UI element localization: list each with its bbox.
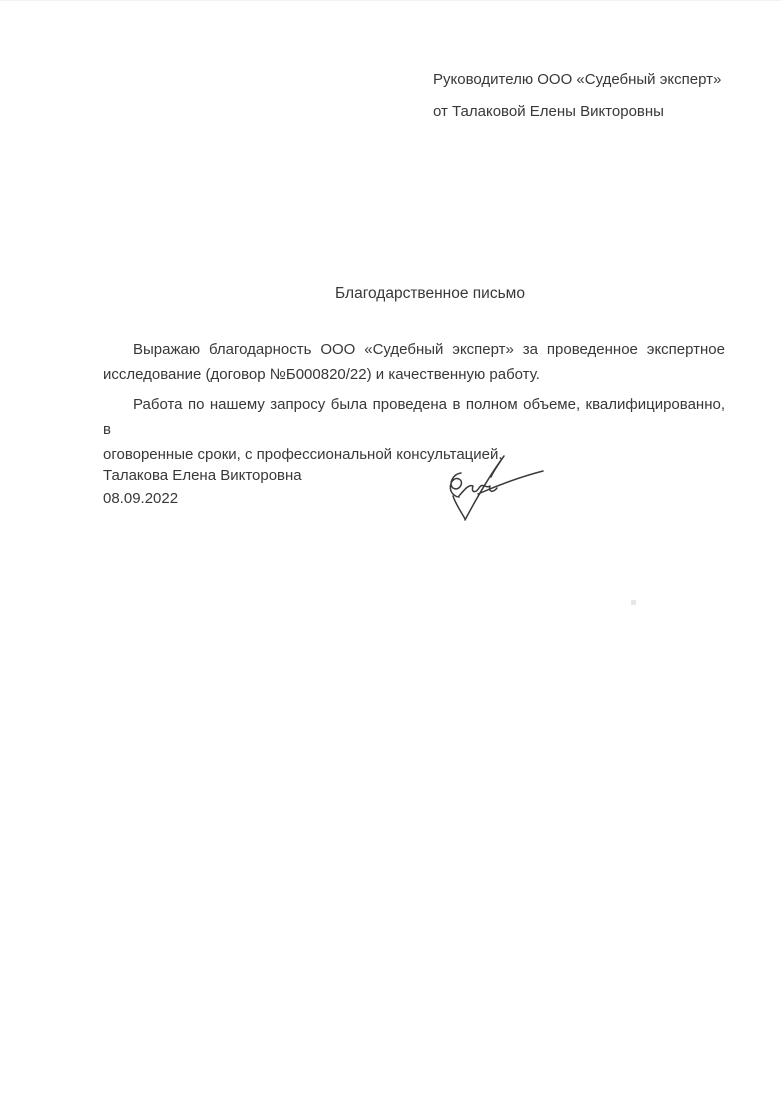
body-paragraph-1 — [103, 337, 725, 387]
scan-speck — [631, 600, 636, 605]
signature-date: 08.09.2022 — [103, 490, 179, 507]
recipient-line-1: Руководителю ООО «Судебный эксперт» — [433, 71, 722, 88]
paragraph-line: Выражаю благодарность ООО «Судебный эксперт» за проведенное экспертное — [133, 341, 725, 358]
signer-name: Талакова Елена Викторовна — [103, 467, 302, 484]
handwritten-signature-icon — [438, 446, 568, 536]
letter-title: Благодарственное письмо — [335, 285, 525, 302]
signature-block — [103, 464, 302, 510]
recipient-block — [433, 64, 753, 128]
recipient-line-2: от Талаковой Елены Викторовны — [433, 103, 664, 120]
paragraph-line: оговоренные сроки, с профессиональной консультацией. — [103, 446, 503, 463]
paragraph-line: исследование (договор №Б000820/22) и качественную работу. — [103, 366, 540, 383]
body-paragraph-2 — [103, 392, 725, 467]
paragraph-line: Работа по нашему запросу была проведена в полном объеме, квалифицированно, в — [103, 396, 725, 438]
